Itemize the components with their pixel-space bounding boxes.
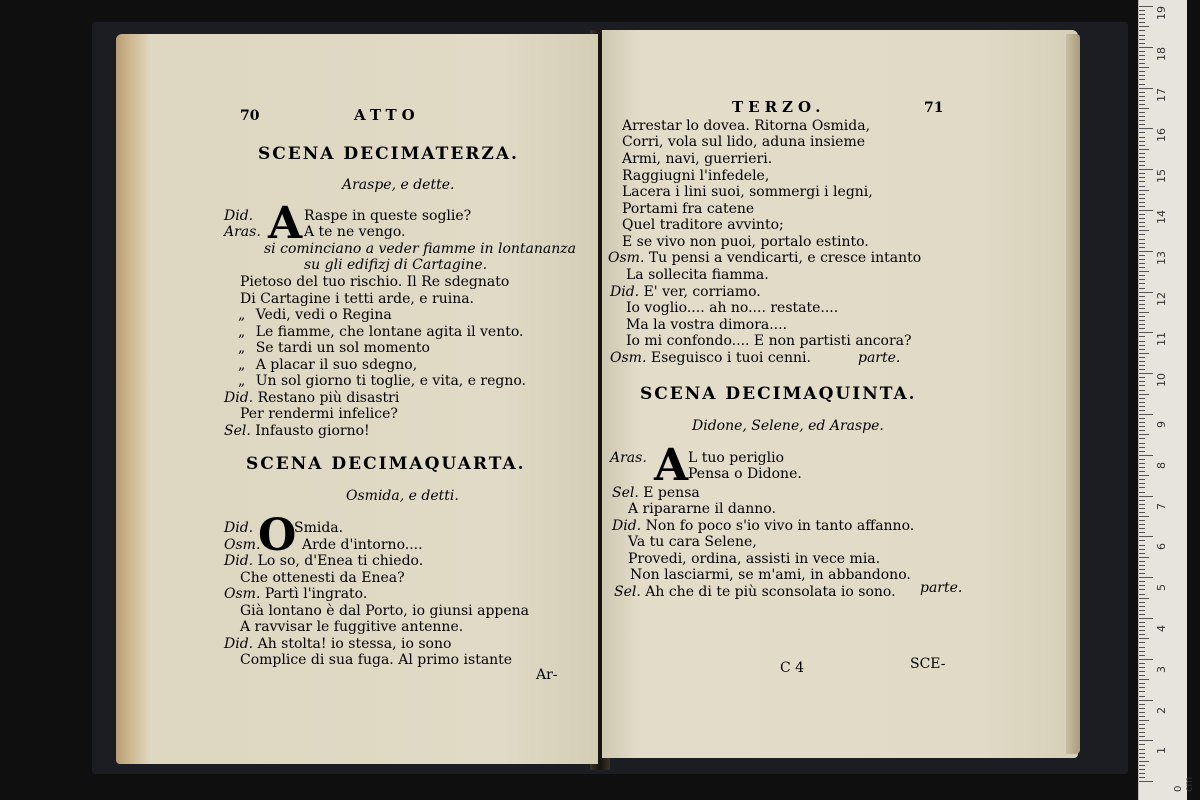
ruler-tick <box>1139 316 1145 317</box>
ruler-tick <box>1139 6 1153 7</box>
ruler-tick <box>1139 573 1145 574</box>
verse-line: Di Cartagine i tetti arde, e ruina. <box>240 291 475 307</box>
ruler-tick <box>1139 26 1149 27</box>
exit-direction: parte. <box>920 580 963 596</box>
ruler-tick <box>1139 214 1145 215</box>
ruler-tick <box>1139 691 1145 692</box>
speaker: Osm. <box>224 537 261 553</box>
ruler-tick <box>1139 394 1149 395</box>
ruler-tick <box>1139 124 1145 125</box>
ruler-tick <box>1139 516 1149 517</box>
ruler-tick <box>1139 222 1145 223</box>
verse-line: Tu pensi a vendicarti, e cresce intanto <box>648 250 922 266</box>
ruler-tick <box>1139 288 1145 289</box>
ruler-tick <box>1139 447 1145 448</box>
measuring-ruler <box>1138 0 1195 800</box>
ruler-number: 1 <box>1155 747 1168 755</box>
ruler-tick <box>1139 132 1145 133</box>
ruler-tick <box>1139 75 1145 76</box>
ruler-tick <box>1139 137 1145 138</box>
verse-line: Un sol giorno ti toglie, e vita, e regno. <box>255 373 527 389</box>
ruler-tick <box>1139 589 1145 590</box>
verse-line: Le fiamme, che lontane agita il vento. <box>255 324 524 340</box>
ruler-tick <box>1139 251 1153 252</box>
ruler-tick <box>1139 210 1153 211</box>
ruler-tick <box>1139 414 1153 415</box>
quote-mark: „ <box>238 307 246 323</box>
speaker: Did. <box>224 390 254 406</box>
ruler-tick <box>1139 108 1149 109</box>
quote-mark: „ <box>238 340 246 356</box>
ruler-tick <box>1139 312 1149 313</box>
ruler-tick <box>1139 234 1145 235</box>
ruler-tick <box>1139 116 1145 117</box>
ruler-tick <box>1139 377 1145 378</box>
ruler-tick <box>1139 173 1145 174</box>
right-page-number: 71 <box>924 100 944 116</box>
ruler-tick <box>1139 651 1145 652</box>
verse-line: Partì l'ingrato. <box>264 586 368 602</box>
ruler-tick <box>1139 157 1145 158</box>
ruler-tick <box>1139 610 1145 611</box>
ruler-tick <box>1139 275 1145 276</box>
speaker: Osm. <box>224 586 261 602</box>
ruler-tick <box>1139 500 1145 501</box>
verse-line: Raggiugni l'infedele, <box>622 168 770 184</box>
ruler-tick <box>1139 369 1145 370</box>
verse-line: E pensa <box>643 485 700 501</box>
ruler-tick <box>1139 341 1145 342</box>
ruler-number: 19 <box>1155 6 1168 20</box>
ruler-tick <box>1139 177 1145 178</box>
ruler-tick <box>1139 781 1153 782</box>
quote-mark: „ <box>238 373 246 389</box>
verse-line: Smida. <box>294 520 344 536</box>
ruler-number: 7 <box>1155 502 1168 510</box>
ruler-tick <box>1139 492 1145 493</box>
ruler-tick <box>1139 455 1153 456</box>
characters-13: Araspe, e dette. <box>342 177 455 193</box>
ruler-tick <box>1139 71 1145 72</box>
ruler-tick <box>1139 508 1145 509</box>
verse-line: E se vivo non puoi, portalo estinto. <box>622 234 869 250</box>
verse-line: A placar il suo sdegno, <box>255 357 418 373</box>
speaker: Did. <box>612 518 642 534</box>
ruler-tick <box>1139 300 1145 301</box>
ruler-tick <box>1139 271 1149 272</box>
ruler-tick <box>1139 728 1145 729</box>
ruler-tick <box>1139 716 1145 717</box>
ruler-number: 8 <box>1155 461 1168 469</box>
verse-line: E' ver, corriamo. <box>643 284 761 300</box>
verse-line: Arrestar lo dovea. Ritorna Osmida, <box>622 118 871 134</box>
ruler-tick <box>1139 528 1145 529</box>
speaker: Did. <box>610 284 640 300</box>
ruler-tick <box>1139 557 1149 558</box>
ruler-tick <box>1139 622 1145 623</box>
ruler-tick <box>1139 536 1153 537</box>
verse-line: Pietoso del tuo rischio. Il Re sdegnato <box>240 274 510 290</box>
ruler-tick <box>1139 626 1145 627</box>
ruler-tick <box>1139 186 1145 187</box>
catchword: Ar- <box>536 667 558 683</box>
ruler-tick <box>1139 79 1145 80</box>
speaker: Sel. <box>614 584 641 600</box>
ruler-number: 4 <box>1155 625 1168 632</box>
ruler-tick <box>1139 532 1145 533</box>
ruler-tick <box>1139 569 1145 570</box>
ruler-tick <box>1139 614 1145 615</box>
ruler-tick <box>1139 263 1145 264</box>
ruler-tick <box>1139 459 1145 460</box>
ruler-tick <box>1139 606 1145 607</box>
drop-cap-o: O <box>258 510 297 561</box>
speaker: Did. <box>224 636 254 652</box>
ruler-tick <box>1139 43 1145 44</box>
verse-line: A te ne vengo. <box>304 224 406 240</box>
ruler-tick <box>1139 410 1145 411</box>
verse-line: Corri, vola sul lido, aduna insieme <box>622 134 866 150</box>
characters-15: Didone, Selene, ed Araspe. <box>692 418 884 434</box>
ruler-tick <box>1139 120 1145 121</box>
ruler-number: 10 <box>1155 373 1168 388</box>
ruler-tick <box>1139 679 1149 680</box>
ruler-tick <box>1139 463 1145 464</box>
ruler-tick <box>1139 451 1145 452</box>
ruler-tick <box>1139 675 1145 676</box>
verse-line: Eseguisco i tuoi cenni. <box>650 350 811 366</box>
ruler-tick <box>1139 598 1149 599</box>
ruler-tick <box>1139 247 1145 248</box>
verse-line: Portami fra catene <box>622 201 755 217</box>
verse-line: Lo so, d'Enea ti chiedo. <box>257 553 424 569</box>
ruler-tick <box>1139 720 1149 721</box>
verse-line: Va tu cara Selene, <box>628 534 757 550</box>
ruler-tick <box>1139 581 1145 582</box>
ruler-tick <box>1139 585 1145 586</box>
ruler-tick <box>1139 169 1153 170</box>
ruler-tick <box>1139 659 1153 660</box>
ruler-tick <box>1139 671 1145 672</box>
ruler-tick <box>1139 181 1145 182</box>
verse-line: Restano più disastri <box>257 390 400 406</box>
speaker: Osm. <box>610 350 647 366</box>
ruler-tick <box>1139 267 1145 268</box>
catchword: SCE- <box>910 656 946 672</box>
verse-line: A ripararne il danno. <box>628 501 776 517</box>
verse-line: Armi, navi, guerrieri. <box>622 151 773 167</box>
ruler-tick <box>1139 67 1149 68</box>
ruler-number: 17 <box>1155 87 1168 102</box>
drop-cap-a: A <box>654 440 689 491</box>
ruler-tick <box>1139 365 1145 366</box>
ruler-tick <box>1139 700 1153 701</box>
ruler-tick <box>1139 357 1145 358</box>
ruler-tick <box>1139 777 1145 778</box>
ruler-tick <box>1139 704 1145 705</box>
ruler-tick <box>1139 565 1145 566</box>
ruler-tick <box>1139 732 1145 733</box>
ruler-tick <box>1139 381 1145 382</box>
ruler-number: 14 <box>1155 210 1168 224</box>
left-page-number: 70 <box>240 108 260 124</box>
ruler-tick <box>1139 749 1145 750</box>
verse-line: Pensa o Didone. <box>688 466 802 482</box>
ruler-tick <box>1139 145 1145 146</box>
ruler-tick <box>1139 757 1145 758</box>
speaker: Did. <box>224 520 254 536</box>
ruler-tick <box>1139 402 1145 403</box>
ruler-number: 15 <box>1155 169 1168 184</box>
ruler-tick <box>1139 361 1145 362</box>
ruler-tick <box>1139 100 1145 101</box>
ruler-tick <box>1139 84 1145 85</box>
ruler-tick <box>1139 683 1145 684</box>
ruler-tick <box>1139 426 1145 427</box>
ruler-tick <box>1139 47 1153 48</box>
verse-line: Non fo poco s'io vivo in tanto affanno. <box>645 518 915 534</box>
right-running-head: TERZO. <box>732 98 826 116</box>
ruler-tick <box>1139 230 1149 231</box>
characters-14: Osmida, e detti. <box>346 488 459 504</box>
ruler-tick <box>1139 708 1145 709</box>
ruler-tick <box>1139 292 1153 293</box>
ruler-tick <box>1139 141 1145 142</box>
scene-title-13: SCENA DECIMATERZA. <box>258 144 519 164</box>
ruler-tick <box>1139 638 1149 639</box>
ruler-tick <box>1139 487 1145 488</box>
exit-direction: parte. <box>858 350 901 366</box>
ruler-number: 3 <box>1155 665 1168 673</box>
verse-line: Già lontano è dal Porto, io giunsi appena <box>240 603 530 619</box>
verse-line: Infausto giorno! <box>255 423 370 439</box>
ruler-tick <box>1139 35 1145 36</box>
ruler-tick <box>1139 324 1145 325</box>
ruler-tick <box>1139 304 1145 305</box>
ruler-tick <box>1139 740 1153 741</box>
speaker: Osm. <box>608 250 645 266</box>
left-running-head: ATTO <box>354 106 420 124</box>
ruler-tick <box>1139 112 1145 113</box>
ruler-tick <box>1139 239 1145 240</box>
ruler-tick <box>1139 243 1145 244</box>
ruler-tick <box>1139 549 1145 550</box>
ruler-tick <box>1139 524 1145 525</box>
ruler-number: 13 <box>1155 250 1168 265</box>
ruler-tick <box>1139 418 1145 419</box>
ruler-unit-label: 0 cm <box>1173 776 1195 792</box>
speaker: Aras. <box>224 224 261 240</box>
verse-line: Lacera i lini suoi, sommergi i legni, <box>622 184 873 200</box>
ruler-tick <box>1139 504 1145 505</box>
ruler-tick <box>1139 55 1145 56</box>
ruler-tick <box>1139 22 1145 23</box>
ruler-tick <box>1139 602 1145 603</box>
ruler-tick <box>1139 434 1149 435</box>
verse-line: Ma la vostra dimora.... <box>626 317 788 333</box>
verse-line: Raspe in queste soglie? <box>304 208 472 224</box>
signature-mark: C 4 <box>780 660 805 676</box>
ruler-tick <box>1139 161 1145 162</box>
ruler-tick <box>1139 496 1153 497</box>
quote-mark: „ <box>238 324 246 340</box>
ruler-number: 6 <box>1155 543 1168 551</box>
verse-line: L tuo periglio <box>688 450 785 466</box>
verse-line: Se tardi un sol momento <box>255 340 430 356</box>
verse-line: Che ottenesti da Enea? <box>240 570 405 586</box>
verse-line: Vedi, vedi o Regina <box>255 307 392 323</box>
ruler-tick <box>1139 655 1145 656</box>
ruler-tick <box>1139 390 1145 391</box>
ruler-tick <box>1139 545 1145 546</box>
ruler-tick <box>1139 128 1153 129</box>
ruler-tick <box>1139 618 1153 619</box>
verse-line: Arde d'intorno.... <box>302 537 423 553</box>
ruler-tick <box>1139 349 1145 350</box>
ruler-tick <box>1139 39 1145 40</box>
ruler-tick <box>1139 520 1145 521</box>
ruler-tick <box>1139 479 1145 480</box>
ruler-number: 9 <box>1155 421 1168 428</box>
ruler-tick <box>1139 198 1145 199</box>
quote-mark: „ <box>238 357 246 373</box>
ruler-tick <box>1139 663 1145 664</box>
speaker: Sel. <box>612 485 639 501</box>
verse-line: Io mi confondo.... E non partisti ancora? <box>626 333 912 349</box>
speaker: Did. <box>224 208 254 224</box>
verse-line: Io voglio.... ah no.... restate.... <box>626 300 839 316</box>
ruler-tick <box>1139 753 1145 754</box>
ruler-tick <box>1139 96 1145 97</box>
speaker: Sel. <box>224 423 251 439</box>
ruler-tick <box>1139 736 1145 737</box>
ruler-tick <box>1139 149 1149 150</box>
verse-line: A ravvisar le fuggitive antenne. <box>240 619 464 635</box>
ruler-tick <box>1139 308 1145 309</box>
ruler-tick <box>1139 512 1145 513</box>
scene-title-14: SCENA DECIMAQUARTA. <box>246 454 526 474</box>
ruler-tick <box>1139 642 1145 643</box>
ruler-tick <box>1139 406 1145 407</box>
ruler-tick <box>1139 336 1145 337</box>
verse-line: La sollecita fiamma. <box>626 267 769 283</box>
ruler-tick <box>1139 63 1145 64</box>
ruler-tick <box>1139 226 1145 227</box>
ruler-tick <box>1139 190 1149 191</box>
ruler-tick <box>1139 279 1145 280</box>
stage-direction: su gli edifizj di Cartagine. <box>304 257 488 273</box>
ruler-number: 16 <box>1155 128 1168 143</box>
ruler-tick <box>1139 385 1145 386</box>
ruler-tick <box>1139 18 1145 19</box>
ruler-tick <box>1139 696 1145 697</box>
ruler-tick <box>1139 761 1149 762</box>
ruler-tick <box>1139 206 1145 207</box>
ruler-tick <box>1139 332 1153 333</box>
ruler-tick <box>1139 769 1145 770</box>
ruler-tick <box>1139 422 1145 423</box>
ruler-tick <box>1139 443 1145 444</box>
ruler-tick <box>1139 30 1145 31</box>
ruler-tick <box>1139 353 1149 354</box>
ruler-tick <box>1139 712 1145 713</box>
ruler-tick <box>1139 540 1145 541</box>
ruler-tick <box>1139 283 1145 284</box>
scene-title-15: SCENA DECIMAQUINTA. <box>640 384 917 404</box>
ruler-tick <box>1139 202 1145 203</box>
ruler-tick <box>1139 634 1145 635</box>
ruler-tick <box>1139 255 1145 256</box>
speaker: Aras. <box>610 450 647 466</box>
ruler-tick <box>1139 483 1145 484</box>
ruler-tick <box>1139 296 1145 297</box>
ruler-tick <box>1139 259 1145 260</box>
ruler-number: 2 <box>1155 706 1168 714</box>
ruler-tick <box>1139 153 1145 154</box>
stage-direction: si cominciano a veder fiamme in lontananza <box>264 241 577 257</box>
ruler-tick <box>1139 765 1145 766</box>
ruler-tick <box>1139 104 1145 105</box>
verse-line: Per rendermi infelice? <box>240 406 398 422</box>
ruler-tick <box>1139 398 1145 399</box>
ruler-number: 12 <box>1155 291 1168 306</box>
ruler-tick <box>1139 553 1145 554</box>
verse-line: Non lasciarmi, se m'ami, in abbandono. <box>630 567 911 583</box>
ruler-number: 5 <box>1155 584 1168 592</box>
ruler-tick <box>1139 744 1145 745</box>
ruler-tick <box>1139 92 1145 93</box>
ruler-tick <box>1139 471 1145 472</box>
ruler-tick <box>1139 194 1145 195</box>
ruler-tick <box>1139 561 1145 562</box>
ruler-tick <box>1139 594 1145 595</box>
ruler-tick <box>1139 773 1145 774</box>
ruler-tick <box>1139 320 1145 321</box>
ruler-tick <box>1139 647 1145 648</box>
ruler-tick <box>1139 630 1145 631</box>
ruler-tick <box>1139 88 1153 89</box>
verse-line: Quel traditore avvinto; <box>622 217 784 233</box>
ruler-tick <box>1139 438 1145 439</box>
verse-line: Ah che di te più sconsolata io sono. <box>645 584 896 600</box>
ruler-tick <box>1139 328 1145 329</box>
ruler-number: 18 <box>1155 46 1168 61</box>
ruler-tick <box>1139 51 1145 52</box>
ruler-tick <box>1139 373 1153 374</box>
ruler-tick <box>1139 10 1145 11</box>
ruler-tick <box>1139 59 1145 60</box>
ruler-tick <box>1139 165 1145 166</box>
speaker: Did. <box>224 553 254 569</box>
ruler-tick <box>1139 14 1145 15</box>
ruler-tick <box>1139 467 1145 468</box>
ruler-tick <box>1139 724 1145 725</box>
verse-line: Ah stolta! io stessa, io sono <box>257 636 452 652</box>
ruler-tick <box>1139 577 1153 578</box>
verse-line: Provedi, ordina, assisti in vece mia. <box>628 551 881 567</box>
ruler-number: 11 <box>1155 332 1168 347</box>
ruler-tick <box>1139 475 1149 476</box>
ruler-tick <box>1139 345 1145 346</box>
drop-cap-a: A <box>268 198 303 249</box>
page-edges <box>1066 34 1080 754</box>
ruler-tick <box>1139 667 1145 668</box>
ruler-tick <box>1139 430 1145 431</box>
ruler-tick <box>1139 687 1145 688</box>
ruler-tick <box>1139 218 1145 219</box>
verse-line: Complice di sua fuga. Al primo istante <box>240 652 513 668</box>
